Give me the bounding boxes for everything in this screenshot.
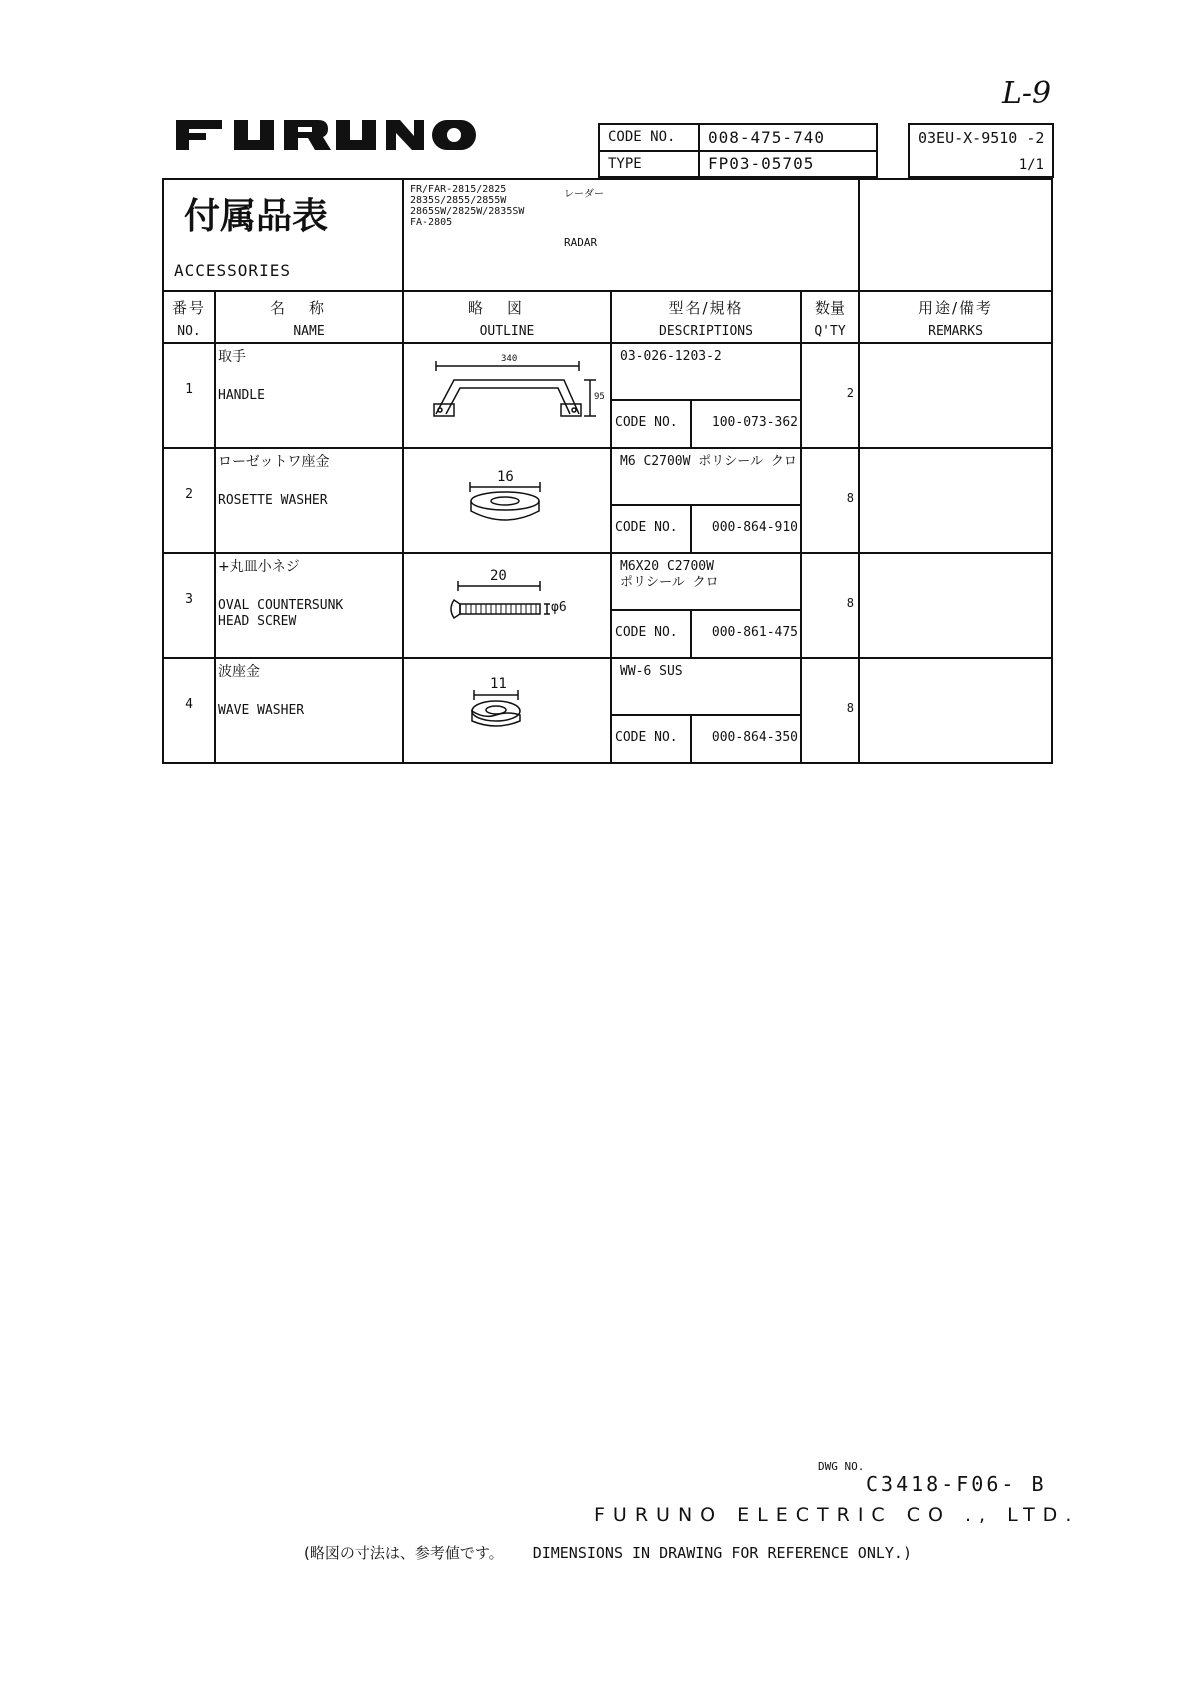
item-qty <box>801 448 859 553</box>
item-desc <box>611 553 801 658</box>
col-no-en: NO. <box>177 324 201 339</box>
table-row <box>163 448 1052 553</box>
item-code-box <box>612 609 800 657</box>
col-outline-en: OUTLINE <box>479 324 535 339</box>
item-outline <box>403 448 611 553</box>
company-name: FURUNO ELECTRIC CO ., LTD. <box>594 1504 1080 1526</box>
item-no <box>163 553 215 658</box>
title-cell <box>163 179 403 291</box>
item-name-jp: +丸皿小ネジ <box>218 559 300 575</box>
rosette-washer-drawing <box>404 449 610 552</box>
item-remarks <box>859 553 1052 658</box>
col-desc-en: DESCRIPTIONS <box>659 324 753 339</box>
item-name-jp: 取手 <box>218 349 246 365</box>
item-outline <box>403 658 611 763</box>
item-name <box>215 658 403 763</box>
type-label: TYPE <box>599 151 699 178</box>
item-name-en: WAVE WASHER <box>218 703 305 718</box>
furuno-logo <box>176 116 476 152</box>
col-no <box>163 291 215 343</box>
item-code-number: 000-864-910 <box>711 520 798 535</box>
reference-note <box>304 1542 912 1563</box>
col-outline-jp: 略図 <box>467 299 546 317</box>
code-divider <box>690 611 692 657</box>
item-code-number: 000-864-350 <box>711 730 798 745</box>
title-jp: 付属品表 <box>184 196 329 237</box>
item-no <box>163 448 215 553</box>
code-divider <box>690 401 692 447</box>
header-table <box>598 123 1054 178</box>
item-code-label: CODE NO. <box>615 415 678 430</box>
wave-washer-drawing <box>404 659 610 762</box>
col-remarks-en: REMARKS <box>928 324 983 339</box>
handle-length-dim: 340 <box>501 354 518 364</box>
item-code-box <box>612 399 800 447</box>
item-remarks <box>859 658 1052 763</box>
code-no-value: 008-475-740 <box>699 124 877 151</box>
washer-dia-dim: 16 <box>497 469 514 485</box>
item-qty <box>801 658 859 763</box>
item-outline <box>403 343 611 448</box>
item-name-en: HANDLE <box>218 388 265 403</box>
table-row <box>163 343 1052 448</box>
item-code-number: 000-861-475 <box>711 625 798 640</box>
col-remarks <box>859 291 1052 343</box>
item-desc-text: 03-026-1203-2 <box>620 349 722 364</box>
item-code-label: CODE NO. <box>615 625 678 640</box>
item-no <box>163 343 215 448</box>
item-code-box <box>612 504 800 552</box>
header-code-box <box>598 123 1054 178</box>
reference-note-jp: (略図の寸法は、参考値です。 <box>304 1544 504 1562</box>
reference-note-en: DIMENSIONS IN DRAWING FOR REFERENCE ONLY.) <box>532 1544 912 1562</box>
code-divider <box>690 506 692 552</box>
item-name-jp: 波座金 <box>218 664 260 680</box>
item-desc-text: WW-6 SUS <box>620 664 683 679</box>
item-code-number: 100-073-362 <box>711 415 798 430</box>
col-desc <box>611 291 801 343</box>
item-desc-text: M6 C2700W ポリシール クロ <box>620 454 797 469</box>
item-no-value: 3 <box>185 592 193 607</box>
model-cell <box>403 179 859 291</box>
screw-drawing <box>404 554 610 657</box>
item-desc <box>611 448 801 553</box>
item-qty <box>801 553 859 658</box>
logo-graphic <box>176 116 476 152</box>
col-qty <box>801 291 859 343</box>
item-name-en: OVAL COUNTERSUNK HEAD SCREW <box>218 598 344 629</box>
table-row <box>163 658 1052 763</box>
item-code-label: CODE NO. <box>615 730 678 745</box>
type-jp: レーダー <box>564 189 604 200</box>
code-divider <box>690 716 692 762</box>
item-no-value: 1 <box>185 382 193 397</box>
item-qty <box>801 343 859 448</box>
col-name-en: NAME <box>293 324 325 339</box>
screw-length-dim: 20 <box>490 568 507 584</box>
item-name-jp: ローゼットワ座金 <box>218 454 330 470</box>
col-desc-jp: 型名/規格 <box>668 299 744 317</box>
title-en: ACCESSORIES <box>174 261 291 280</box>
item-code-box <box>612 714 800 762</box>
handle-height-dim: 95 <box>594 392 605 402</box>
item-name <box>215 448 403 553</box>
model-list: FR/FAR-2815/2825 2835S/2855/2855W 2865SW/2825W/2835SW FA-2805 <box>410 184 525 228</box>
accessories-table <box>162 178 1051 762</box>
doc-number-cell <box>909 124 1053 177</box>
item-remarks <box>859 448 1052 553</box>
doc-number: 03EU-X-9510 -2 <box>918 129 1045 147</box>
title-remarks-cell <box>859 179 1052 291</box>
dwg-number: C3418-F06- B <box>866 1472 1047 1496</box>
item-desc <box>611 343 801 448</box>
item-no-value: 2 <box>185 487 193 502</box>
col-remarks-jp: 用途/備考 <box>918 299 994 317</box>
item-no-value: 4 <box>185 697 193 712</box>
dwg-label: DWG NO. <box>818 1460 865 1473</box>
table-row <box>163 553 1052 658</box>
wave-washer-dia-dim: 11 <box>490 676 507 692</box>
col-name-jp: 名称 <box>269 299 348 317</box>
col-qty-jp: 数量 <box>815 299 846 317</box>
col-outline <box>403 291 611 343</box>
item-no <box>163 658 215 763</box>
col-qty-en: Q'TY <box>814 324 846 339</box>
col-name <box>215 291 403 343</box>
item-desc <box>611 658 801 763</box>
item-qty-value: 8 <box>846 596 855 610</box>
item-qty-value: 8 <box>846 491 855 505</box>
page-mark: L-9 <box>1002 76 1052 111</box>
item-name <box>215 343 403 448</box>
screw-dia-dim: φ6 <box>551 600 567 615</box>
code-no-label: CODE NO. <box>599 124 699 151</box>
item-qty-value: 2 <box>846 386 855 400</box>
item-outline <box>403 553 611 658</box>
sheet-number: 1/1 <box>1018 157 1044 173</box>
col-no-jp: 番号 <box>171 299 206 317</box>
item-desc-text: M6X20 C2700W ポリシール クロ <box>620 559 719 590</box>
item-name <box>215 553 403 658</box>
item-remarks <box>859 343 1052 448</box>
header-spacer <box>877 124 909 177</box>
item-qty-value: 8 <box>846 701 855 715</box>
item-name-en: ROSETTE WASHER <box>218 493 328 508</box>
item-code-label: CODE NO. <box>615 520 678 535</box>
type-value: FP03-05705 <box>699 151 877 178</box>
type-en: RADAR <box>564 236 598 249</box>
